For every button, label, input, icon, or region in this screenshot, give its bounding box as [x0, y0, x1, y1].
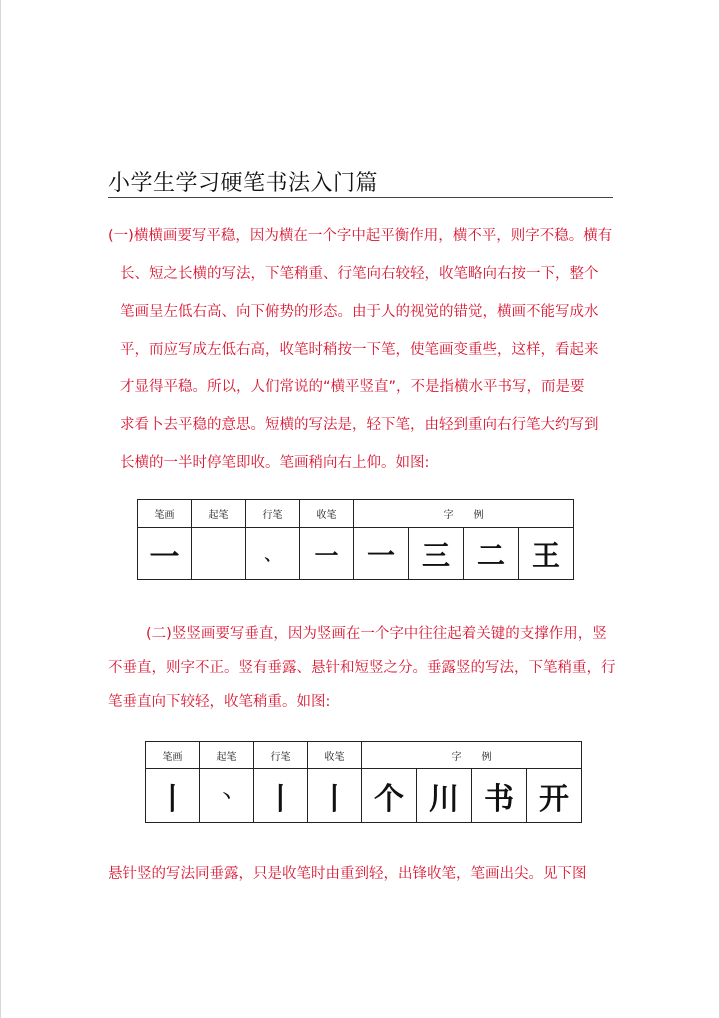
stroke-table-vertical — [145, 741, 582, 823]
example-char: 一 — [354, 528, 409, 580]
header-move: 行笔 — [246, 500, 300, 528]
example-char: 开 — [527, 769, 582, 823]
paragraph-line: 平，而应写成左低右高，收笔时稍按一下笔，使笔画变重些，这样，看起来 — [120, 342, 599, 358]
paragraph-line: 求看卜去平稳的意思。短横的写法是，轻下笔，由轻到重向右行笔大约写到 — [120, 417, 599, 433]
header-stroke: 笔画 — [138, 500, 192, 528]
start-sample — [192, 528, 246, 580]
example-char: 三 — [409, 528, 464, 580]
stroke-table-horizontal — [137, 499, 574, 580]
page-edge-left — [0, 0, 1, 1018]
paragraph-line: 不垂直，则字不正。竖有垂露、悬针和短竖之分。垂露竖的写法，下笔稍重，行 — [108, 660, 616, 676]
header-move: 行笔 — [254, 742, 308, 769]
example-char: 书 — [472, 769, 527, 823]
paragraph-line: 才显得平稳。所以，人们常说的“横平竖直”，不是指横水平书写，而是要 — [120, 379, 585, 395]
paragraph-line: (二)竖竖画要写垂直，因为竖画在一个字中往往起着关键的支撑作用，竖 — [146, 626, 607, 642]
paragraph-line: 笔画呈左低右高、向下俯势的形态。由于人的视觉的错觉，横画不能写成水 — [120, 304, 599, 320]
end-sample: 丨 — [308, 769, 362, 823]
paragraph-line: 长横的一半时停笔即收。笔画稍向右上仰。如图: — [120, 455, 430, 471]
header-stroke: 笔画 — [146, 742, 200, 769]
end-sample: 一 — [300, 528, 354, 580]
page-title: 小学生学习硬笔书法入门篇 — [108, 171, 379, 196]
paragraph-line: (一)横横画要写平稳，因为横在一个字中起平衡作用，横不平，则字不稳。横有 — [108, 228, 613, 244]
start-sample: 丶 — [200, 769, 254, 823]
stroke-sample: 丨 — [146, 769, 200, 823]
example-char: 川 — [417, 769, 472, 823]
header-examples: 字 例 — [354, 500, 574, 528]
example-char: 王 — [519, 528, 574, 580]
header-examples: 字 例 — [362, 742, 582, 769]
paragraph-line: 长、短之长横的写法，下笔稍重、行笔向右较轻，收笔略向右按一下，整个 — [120, 266, 599, 282]
header-end: 收笔 — [300, 500, 354, 528]
move-sample: 丨 — [254, 769, 308, 823]
example-char: 个 — [362, 769, 417, 823]
stroke-sample: 一 — [138, 528, 192, 580]
example-char: 二 — [464, 528, 519, 580]
paragraph-line: 笔垂直向下较轻，收笔稍重。如图: — [108, 694, 331, 710]
header-end: 收笔 — [308, 742, 362, 769]
move-sample: 、 — [246, 528, 300, 580]
title-underline — [108, 197, 613, 198]
header-start: 起笔 — [200, 742, 254, 769]
paragraph-line: 悬针竖的写法同垂露，只是收笔时由重到轻，出锋收笔，笔画出尖。见下图 — [108, 866, 587, 882]
header-start: 起笔 — [192, 500, 246, 528]
